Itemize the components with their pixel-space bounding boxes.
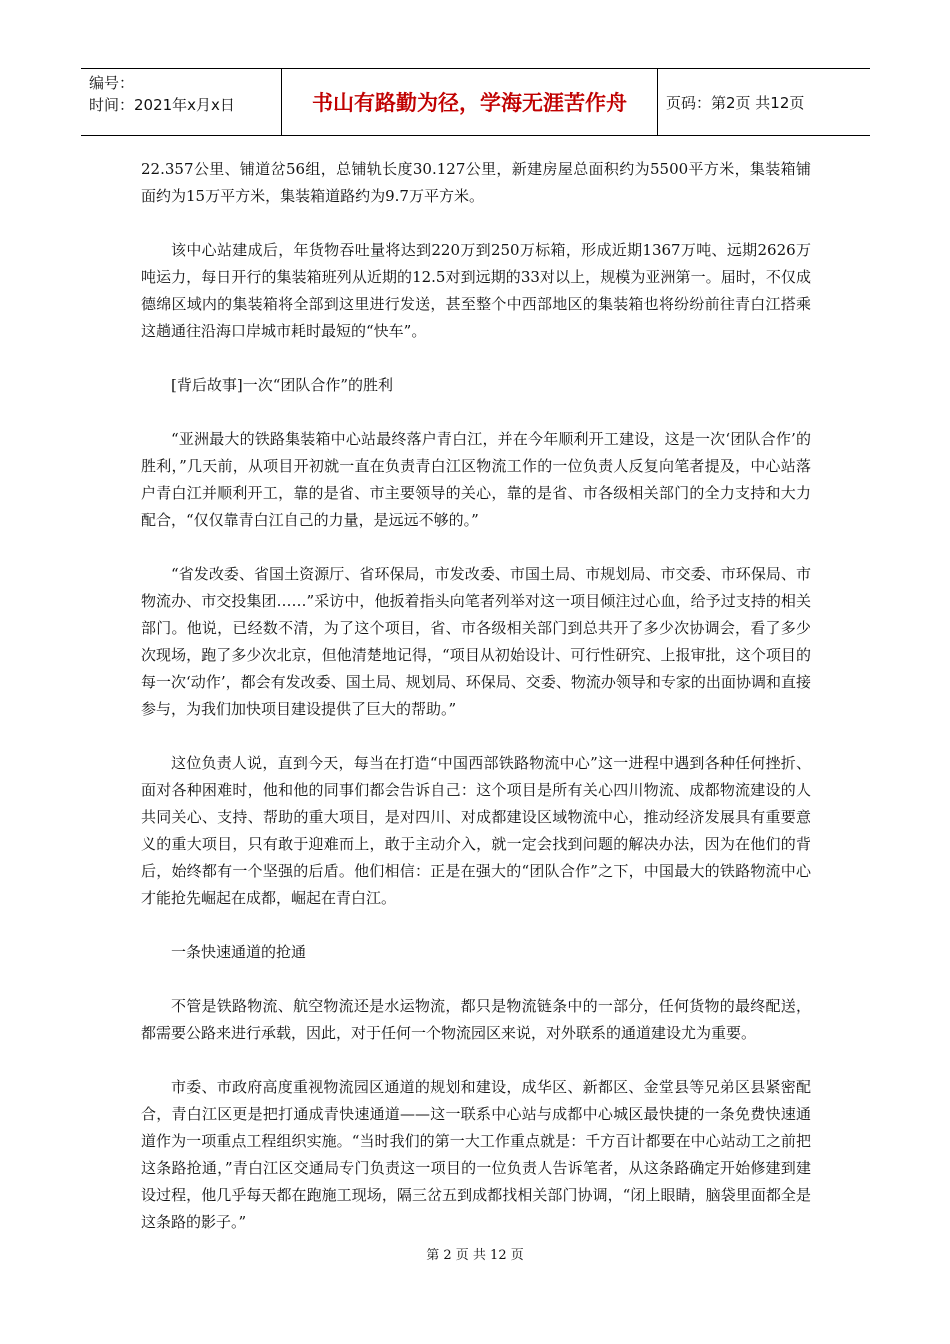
paragraph: “亚洲最大的铁路集装箱中心站最终落户青白江，并在今年顺利开工建设，这是一次‘团队合作’的胜利，”几天前，从项目开初就一直在负责青白江区物流工作的一位负责人反复向笔者提及，中心站落户青白江并顺利开工，靠的是省、市主要领导的关心，靠的是省、市各级相关部门的全力支持和大力配合，“仅仅靠青白江自己的力量，是远远不够的。” [141,430,811,529]
paragraph: “省发改委、省国土资源厅、省环保局，市发改委、市国土局、市规划局、市交委、市环保局、市物流办、市交投集团……”采访中，他扳着指头向笔者列举对这一项目倾注过心血，给予过支持的相关部门。他说，已经数不清，为了这个项目，省、市各级相关部门到总共开了多少次协调会，看了多少次现场，跑了多少次北京，但他清楚地记得，“项目从初始设计、可行性研究、上报审批，这个项目的每一次‘动作’，都会有发改委、国土局、规划局、环保局、交委、物流办领导和专家的出面协调和直接参与，为我们加快项目建设提供了巨大的帮助。” [141,565,811,718]
page-footer: 第 2 页 共 12 页 [426,1248,524,1263]
document-date-label: 时间：2021年x月x日 [89,96,235,114]
document-body [141,156,811,1263]
paragraph-continuation: 22.357公里、铺道岔56组，总铺轨长度30.127公里，新建房屋总面积约为5500平方米，集装箱铺面约为15万平方米，集装箱道路约为9.7万平方米。 [141,160,811,205]
paragraph: 不管是铁路物流、航空物流还是水运物流，都只是物流链条中的一部分，任何货物的最终配送，都需要公路来进行承载，因此，对于任何一个物流园区来说，对外联系的通道建设尤为重要。 [141,997,811,1042]
header-motto: 书山有路勤为径，学海无涯苦作舟 [282,69,658,135]
paragraph: 这位负责人说，直到今天，每当在打造“中国西部铁路物流中心”这一进程中遇到各种任何挫折、面对各种困难时，他和他的同事们都会告诉自己：这个项目是所有关心四川物流、成都物流建设的人共同关心、支持、帮助的重大项目，是对四川、对成都建设区域物流中心，推动经济发展具有重要意义的重大项目，只有敢于迎难而上，敢于主动介入，就一定会找到问题的解决办法，因为在他们的背后，始终都有一个坚强的后盾。他们相信：正是在强大的“团队合作”之下，中国最大的铁路物流中心才能抢先崛起在成都，崛起在青白江。 [141,754,811,907]
paragraph: 该中心站建成后，年货物吞吐量将达到220万到250万标箱，形成近期1367万吨、远期2626万吨运力，每日开行的集装箱班列从近期的12.5对到远期的33对以上，规模为亚洲第一。届时，不仅成德绵区域内的集装箱将全部到这里进行发送，甚至整个中西部地区的集装箱也将纷纷前往青白江搭乘这趟通往沿海口岸城市耗时最短的“快车”。 [141,241,811,340]
section-heading-fast-channel: 一条快速通道的抢通 [171,943,307,961]
paragraph: 市委、市政府高度重视物流园区通道的规划和建设，成华区、新都区、金堂县等兄弟区县紧密配合，青白江区更是把打通成青快速通道——这一联系中心站与成都中心城区最快捷的一条免费快速通道作为一项重点工程组织实施。“当时我们的第一大工作重点就是：千方百计都要在中心站动工之前把这条路抢通，”青白江区交通局专门负责这一项目的一位负责人告诉笔者，从这条路确定开始修建到建设过程，他几乎每天都在跑施工现场，隔三岔五到成都找相关部门协调，“闭上眼睛，脑袋里面都全是这条路的影子。” [141,1078,811,1231]
header-page-label: 页码：第2页 共12页 [666,93,805,112]
header-meta [81,69,282,135]
section-heading-team-story: [背后故事]一次“团队合作”的胜利 [171,376,394,394]
page-header [81,68,870,136]
document-number-label: 编号： [89,74,135,92]
